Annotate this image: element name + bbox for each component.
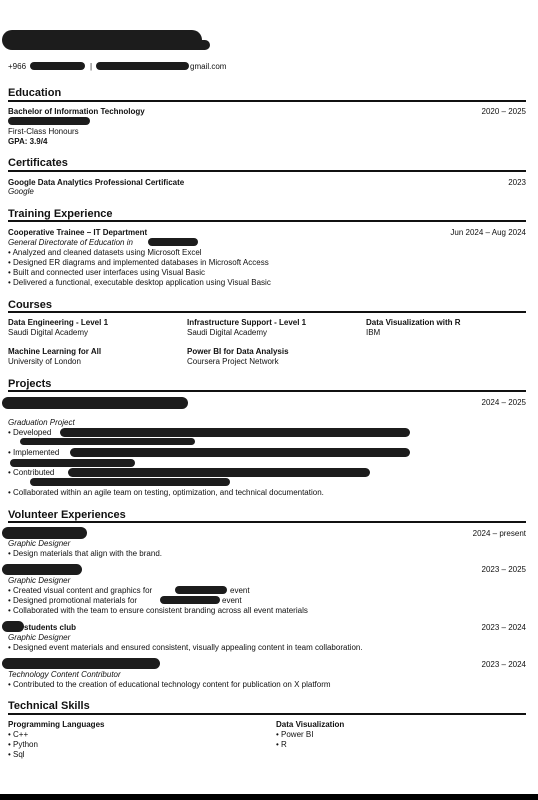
project-subtitle: Graduation Project bbox=[8, 418, 75, 427]
course-name: Machine Learning for All bbox=[8, 347, 102, 356]
section-title-volunteer: Volunteer Experiences bbox=[8, 509, 126, 521]
redacted-event bbox=[175, 586, 227, 594]
redacted-phone bbox=[30, 62, 85, 70]
redacted-email bbox=[96, 62, 189, 70]
volunteer-org: students club bbox=[24, 623, 77, 632]
volunteer-dates: 2023 – 2024 bbox=[481, 660, 526, 669]
volunteer-role: Graphic Designer bbox=[8, 539, 71, 548]
redacted-text bbox=[68, 468, 370, 477]
training-org: General Directorate of Education in bbox=[8, 238, 133, 247]
course-provider: IBM bbox=[366, 328, 381, 337]
certificate-year: 2023 bbox=[508, 178, 526, 187]
training-bullet: • Designed ER diagrams and implemented databases in Microsoft Access bbox=[8, 258, 269, 267]
redacted-project-title bbox=[2, 397, 188, 409]
volunteer-dates: 2023 – 2025 bbox=[481, 565, 526, 574]
volunteer-bullet: • Collaborated with the team to ensure consistent branding across all event materials bbox=[8, 606, 308, 615]
section-title-certificates: Certificates bbox=[8, 157, 68, 169]
volunteer-bullet-end: event bbox=[230, 586, 250, 595]
volunteer-role: Technology Content Contributor bbox=[8, 670, 121, 679]
volunteer-role: Graphic Designer bbox=[8, 576, 71, 585]
redacted-city bbox=[148, 238, 198, 246]
section-title-training: Training Experience bbox=[8, 208, 113, 220]
volunteer-bullet: • Designed event materials and ensured consistent, visually appealing content in team collaboration. bbox=[8, 643, 363, 652]
volunteer-bullet-end: event bbox=[222, 596, 242, 605]
course-provider: Saudi Digital Academy bbox=[8, 328, 89, 337]
skill-item: • Power BI bbox=[276, 730, 314, 739]
section-rule bbox=[8, 100, 526, 102]
section-title-projects: Projects bbox=[8, 378, 52, 390]
skill-item: • R bbox=[276, 740, 287, 749]
phone-prefix: +966 bbox=[8, 62, 27, 71]
education-dates: 2020 – 2025 bbox=[481, 107, 526, 116]
project-dates: 2024 – 2025 bbox=[481, 398, 526, 407]
skills-viz-title: Data Visualization bbox=[276, 720, 345, 729]
redacted-org bbox=[2, 658, 160, 669]
redacted-org bbox=[2, 564, 82, 575]
certificate-issuer: Google bbox=[8, 187, 34, 196]
degree: Bachelor of Information Technology bbox=[8, 107, 145, 116]
redacted-text bbox=[30, 478, 230, 486]
skill-item: • C++ bbox=[8, 730, 29, 739]
redacted-text bbox=[70, 448, 410, 457]
section-title-courses: Courses bbox=[8, 299, 53, 311]
course-provider: Coursera Project Network bbox=[187, 357, 279, 366]
skill-item: • Sql bbox=[8, 750, 25, 759]
course-provider: University of London bbox=[8, 357, 81, 366]
section-rule bbox=[8, 390, 526, 392]
volunteer-bullet: • Contributed to the creation of educational technology content for publication on X platform bbox=[8, 680, 331, 689]
page-bottom-edge bbox=[0, 794, 538, 800]
section-rule bbox=[8, 220, 526, 222]
volunteer-dates: 2023 – 2024 bbox=[481, 623, 526, 632]
redacted-text bbox=[60, 428, 410, 437]
project-bullet: • Developed bbox=[8, 428, 52, 437]
training-title: Cooperative Trainee – IT Department bbox=[8, 228, 148, 237]
honours: First-Class Honours bbox=[8, 127, 79, 136]
section-rule bbox=[8, 311, 526, 313]
redacted-text bbox=[10, 459, 135, 467]
skills-prog-title: Programming Languages bbox=[8, 720, 105, 729]
section-title-skills: Technical Skills bbox=[8, 700, 90, 712]
redacted-university bbox=[8, 117, 90, 125]
section-title-education: Education bbox=[8, 87, 62, 99]
email-suffix: gmail.com bbox=[190, 62, 227, 71]
course-name: Data Engineering - Level 1 bbox=[8, 318, 109, 327]
course-provider: Saudi Digital Academy bbox=[187, 328, 268, 337]
training-bullet: • Built and connected user interfaces using Visual Basic bbox=[8, 268, 205, 277]
section-rule bbox=[8, 521, 526, 523]
redacted-org bbox=[2, 527, 87, 539]
course-name: Power BI for Data Analysis bbox=[187, 347, 289, 356]
volunteer-bullet: • Design materials that align with the brand. bbox=[8, 549, 162, 558]
redacted-event bbox=[160, 596, 220, 604]
header-separator: | bbox=[90, 62, 93, 71]
redacted-name bbox=[2, 30, 202, 50]
section-rule bbox=[8, 713, 526, 715]
course-name: Infrastructure Support - Level 1 bbox=[187, 318, 307, 327]
training-dates: Jun 2024 – Aug 2024 bbox=[450, 228, 526, 237]
volunteer-dates: 2024 – present bbox=[472, 529, 526, 538]
training-bullet: • Analyzed and cleaned datasets using Microsoft Excel bbox=[8, 248, 202, 257]
volunteer-role: Graphic Designer bbox=[8, 633, 71, 642]
project-bullet: • Collaborated within an agile team on testing, optimization, and technical documentation. bbox=[8, 488, 324, 497]
project-bullet: • Contributed bbox=[8, 468, 55, 477]
volunteer-bullet: • Created visual content and graphics for bbox=[8, 586, 153, 595]
certificate-name: Google Data Analytics Professional Certificate bbox=[8, 178, 185, 187]
training-bullet: • Delivered a functional, executable desktop application using Visual Basic bbox=[8, 278, 271, 287]
redacted-text bbox=[20, 438, 195, 445]
course-name: Data Visualization with R bbox=[366, 318, 461, 327]
section-rule bbox=[8, 170, 526, 172]
volunteer-bullet: • Designed promotional materials for bbox=[8, 596, 138, 605]
redacted-name-tail bbox=[180, 40, 210, 50]
redacted-org bbox=[2, 621, 24, 632]
skill-item: • Python bbox=[8, 740, 38, 749]
project-bullet: • Implemented bbox=[8, 448, 60, 457]
gpa: GPA: 3.9/4 bbox=[8, 137, 48, 146]
